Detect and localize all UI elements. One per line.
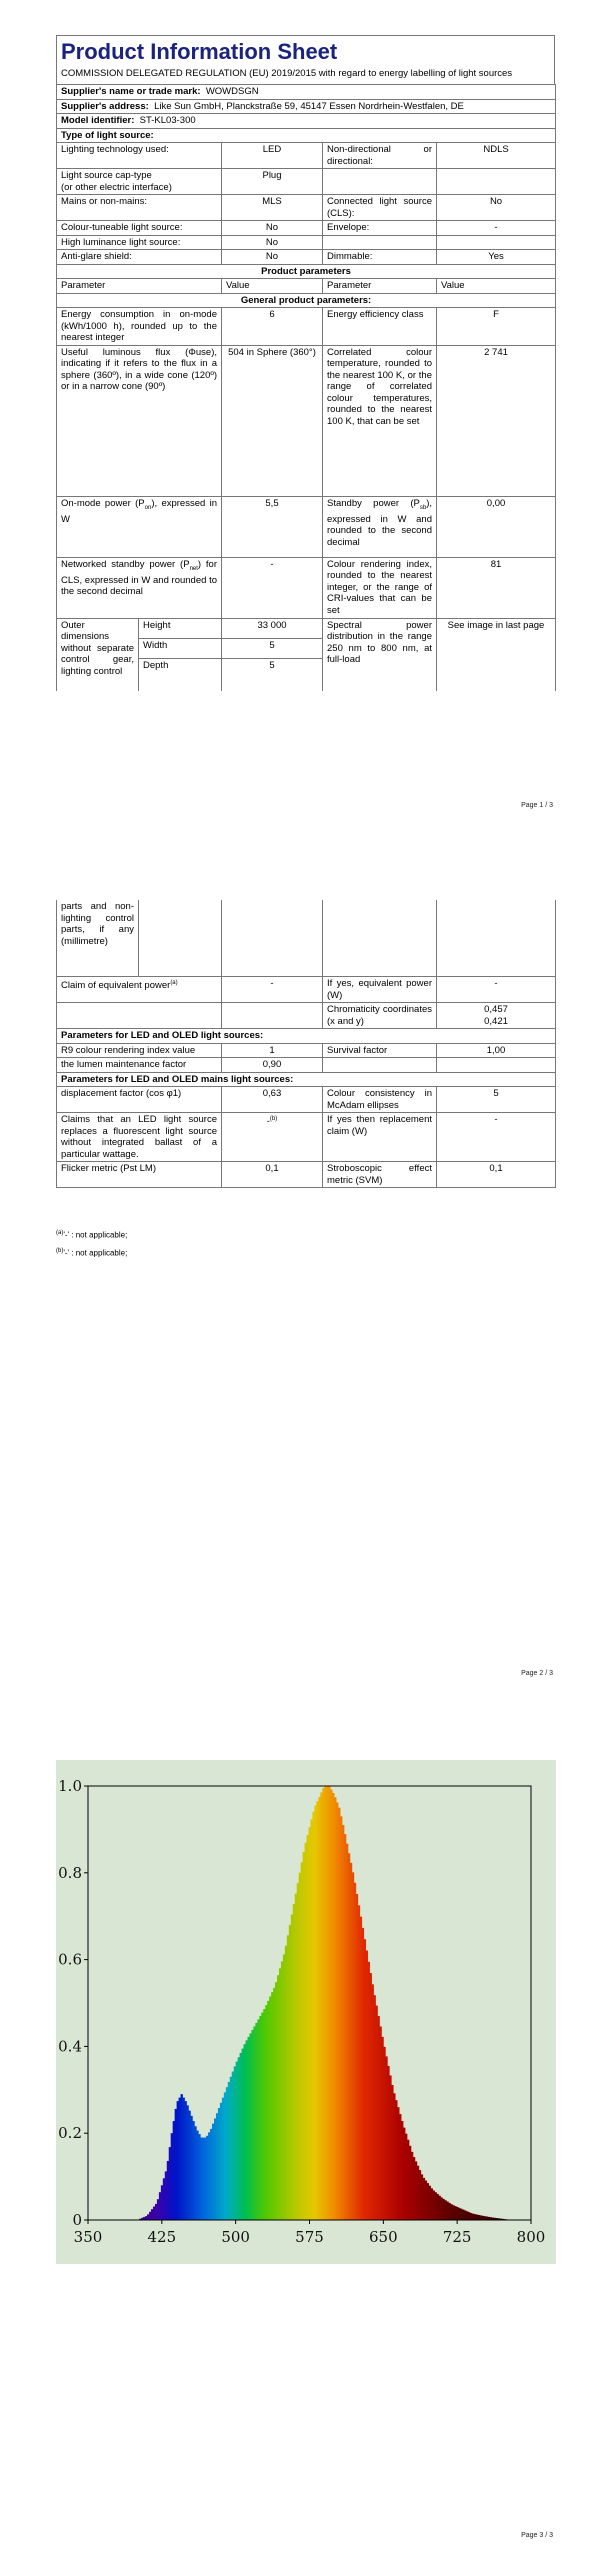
mains-label: Mains or non-mains: bbox=[57, 195, 222, 221]
model-label: Model identifier: bbox=[61, 115, 135, 126]
x-tick-label: 575 bbox=[295, 2228, 324, 2246]
cct-label: Correlated colour temperature, rounded to the nearest 100 K, or the range of correlated colour temperatures, rounded to the nearest 100 K, that can be set bbox=[323, 345, 437, 496]
outer-dim-continued: parts and non-lighting control parts, if any (millimetre) bbox=[57, 900, 139, 977]
spectral-value: See image in last page bbox=[437, 618, 556, 691]
flux-label: Useful luminous flux (Φuse), indicating if it refers to the flux in a sphere (360º), in a wide cone (120º) or in a narrow cone (90º) bbox=[57, 345, 222, 496]
onmode-row bbox=[57, 496, 556, 557]
fluorescent-claim-sup: (b) bbox=[269, 1116, 278, 1122]
page-1 bbox=[0, 0, 603, 830]
height-row bbox=[57, 618, 556, 638]
survival-value: 1,00 bbox=[437, 1043, 556, 1058]
onmode-label-b: ), expressed in W bbox=[61, 497, 217, 525]
footnote-a bbox=[56, 1228, 127, 1241]
displacement-value: 0,63 bbox=[222, 1087, 323, 1113]
supplier-address-label: Supplier's address: bbox=[61, 100, 149, 112]
replacement-label: If yes then replacement claim (W) bbox=[323, 1113, 437, 1162]
footnote-b bbox=[56, 1246, 127, 1259]
footnote-a-text: '-' : not applicable; bbox=[63, 1230, 128, 1240]
survival-label: Survival factor bbox=[323, 1043, 437, 1058]
equiv-power-row bbox=[57, 977, 556, 1003]
y-tick-label: 0.2 bbox=[58, 2124, 82, 2143]
cct-value: 2 741 bbox=[437, 345, 556, 496]
footnote-b-text: '-' : not applicable; bbox=[63, 1248, 128, 1258]
strobo-value: 0,1 bbox=[437, 1162, 556, 1188]
info-sheet-page-2 bbox=[56, 900, 555, 1188]
product-parameters-row bbox=[57, 264, 556, 279]
depth-label: Depth bbox=[139, 658, 222, 691]
chroma-label: Chromaticity coordinates (x and y) bbox=[323, 1003, 437, 1029]
high-luminance-row bbox=[57, 235, 556, 250]
strobo-label: Stroboscopic effect metric (SVM) bbox=[323, 1162, 437, 1188]
anti-glare-row bbox=[57, 250, 556, 265]
product-parameters-heading: Product parameters bbox=[57, 264, 556, 279]
outer-dim-label: Outer dimensions without separate control gear, lighting control bbox=[57, 618, 139, 691]
flicker-row bbox=[57, 1162, 556, 1188]
consistency-value: 5 bbox=[437, 1087, 556, 1113]
dimensions-continued-table bbox=[56, 900, 556, 977]
displacement-label: displacement factor (cos φ1) bbox=[57, 1087, 222, 1113]
x-tick-label: 800 bbox=[516, 2228, 546, 2246]
onmode-sub: on bbox=[144, 504, 152, 511]
lumen-maint-label: the lumen maintenance factor bbox=[57, 1058, 222, 1073]
model-value: ST-KL03-300 bbox=[139, 115, 196, 126]
cap-type-label-2: (or other electric interface) bbox=[61, 181, 172, 193]
replacement-value: - bbox=[437, 1113, 556, 1162]
technology-row bbox=[57, 143, 556, 169]
colour-tuneable-label: Colour-tuneable light source: bbox=[57, 221, 222, 236]
colour-tuneable-row bbox=[57, 221, 556, 236]
sheet-header bbox=[56, 35, 555, 84]
efficiency-label: Energy efficiency class bbox=[323, 308, 437, 346]
standby-value: 0,00 bbox=[437, 496, 556, 557]
dimmable-value: Yes bbox=[437, 250, 556, 265]
colour-tuneable-value: No bbox=[222, 221, 323, 236]
page-title: Product Information Sheet bbox=[61, 39, 338, 64]
equiv-yes-label: If yes, equivalent power (W) bbox=[323, 977, 437, 1003]
x-tick-label: 500 bbox=[221, 2228, 250, 2246]
cri-label: Colour rendering index, rounded to the nearest integer, or the range of CRI-values that can be set bbox=[323, 557, 437, 618]
led-mains-params-row bbox=[57, 1072, 556, 1087]
connected-value: No bbox=[437, 195, 556, 221]
r9-row bbox=[57, 1043, 556, 1058]
supplier-name-row bbox=[57, 85, 556, 100]
type-of-light-source-heading: Type of light source: bbox=[57, 128, 556, 143]
led-params-row bbox=[57, 1029, 556, 1044]
x-tick-label: 725 bbox=[442, 2228, 472, 2246]
flicker-value: 0,1 bbox=[222, 1162, 323, 1188]
envelope-value: - bbox=[437, 221, 556, 236]
y-tick-label: 0.8 bbox=[58, 1863, 82, 1882]
column-header-row bbox=[57, 279, 556, 294]
page-number: Page 2 / 3 bbox=[521, 1670, 553, 1677]
y-tick-label: 0.4 bbox=[58, 2037, 82, 2056]
mains-row bbox=[57, 195, 556, 221]
standby-label-b: ), expressed in W and rounded to the second decimal bbox=[327, 497, 432, 548]
type-row bbox=[57, 128, 556, 143]
supplier-name-label: Supplier's name or trade mark: bbox=[61, 86, 201, 97]
col-value-2: Value bbox=[437, 279, 556, 294]
flux-row bbox=[57, 345, 556, 496]
width-label: Width bbox=[139, 638, 222, 658]
led-params-heading: Parameters for LED and OLED light sources: bbox=[57, 1029, 556, 1044]
mains-value: MLS bbox=[222, 195, 323, 221]
col-parameter-1: Parameter bbox=[57, 279, 222, 294]
r9-value: 1 bbox=[222, 1043, 323, 1058]
directional-label: Non-directional or directional: bbox=[323, 143, 437, 169]
dimmable-label: Dimmable: bbox=[323, 250, 437, 265]
anti-glare-label: Anti-glare shield: bbox=[57, 250, 222, 265]
info-table-2 bbox=[56, 976, 556, 1188]
x-tick-label: 350 bbox=[73, 2228, 103, 2246]
net-standby-label-b: ) for CLS, expressed in W and rounded to the second decimal bbox=[61, 558, 217, 598]
onmode-value: 5,5 bbox=[222, 496, 323, 557]
r9-label: R9 colour rendering index value bbox=[57, 1043, 222, 1058]
y-tick-label: 0 bbox=[72, 2211, 82, 2229]
equiv-power-label: Claim of equivalent power bbox=[61, 980, 171, 992]
equiv-yes-value: - bbox=[437, 977, 556, 1003]
outer-dim-cont-row bbox=[57, 900, 556, 977]
standby-sub: sb bbox=[419, 504, 427, 511]
lumen-maint-value: 0,90 bbox=[222, 1058, 323, 1073]
page-number: Page 1 / 3 bbox=[521, 802, 553, 809]
supplier-address-value: Like Sun GmbH, Planckstraße 59, 45147 Essen Nordrhein-Westfalen, DE bbox=[154, 100, 464, 112]
supplier-address-row bbox=[57, 99, 556, 114]
dimensions-table bbox=[56, 618, 556, 691]
onmode-label: On-mode power (P bbox=[61, 497, 145, 509]
equiv-power-value: - bbox=[222, 977, 323, 1003]
chroma-x: 0,457 bbox=[484, 1004, 508, 1015]
displacement-row bbox=[57, 1087, 556, 1113]
footnote-b-mark: (b) bbox=[56, 1248, 64, 1254]
depth-value: 5 bbox=[222, 658, 323, 691]
col-value-1: Value bbox=[222, 279, 323, 294]
model-row bbox=[57, 114, 556, 129]
connected-label: Connected light source (CLS): bbox=[323, 195, 437, 221]
net-standby-sub: net bbox=[189, 565, 198, 572]
flicker-label: Flicker metric (Pst LM) bbox=[57, 1162, 222, 1188]
net-standby-row bbox=[57, 557, 556, 618]
standby-label: Standby power (P bbox=[327, 497, 420, 509]
spectral-chart bbox=[56, 1760, 556, 2264]
cri-value: 81 bbox=[437, 557, 556, 618]
directional-value: NDLS bbox=[437, 143, 556, 169]
efficiency-value: F bbox=[437, 308, 556, 346]
supplier-name-value: WOWDSGN bbox=[205, 86, 259, 97]
page-3 bbox=[0, 1730, 603, 2560]
height-value: 33 000 bbox=[222, 618, 323, 638]
energy-label: Energy consumption in on-mode (kWh/1000 h), rounded up to the nearest integer bbox=[57, 308, 222, 346]
info-table bbox=[56, 84, 556, 619]
lumen-maint-row bbox=[57, 1058, 556, 1073]
anti-glare-value: No bbox=[222, 250, 323, 265]
y-tick-label: 0.6 bbox=[58, 1950, 82, 1969]
page-number: Page 3 / 3 bbox=[521, 2532, 553, 2539]
chroma-row bbox=[57, 1003, 556, 1029]
general-parameters-row bbox=[57, 293, 556, 308]
y-tick-label: 1.0 bbox=[58, 1777, 82, 1795]
consistency-label: Colour consistency in McAdam ellipses bbox=[323, 1087, 437, 1113]
chroma-y: 0,421 bbox=[484, 1015, 508, 1027]
regulation-subtitle: COMMISSION DELEGATED REGULATION (EU) 2019/2015 with regard to energy labelling of light sources bbox=[61, 68, 513, 79]
cap-type-label: Light source cap-type bbox=[61, 170, 152, 181]
net-standby-value: - bbox=[222, 557, 323, 618]
net-standby-label: Networked standby power (P bbox=[61, 558, 190, 570]
fluorescent-claim-label: Claims that an LED light source replaces a fluorescent light source without integrated ballast of a particular wattage. bbox=[57, 1113, 222, 1162]
energy-value: 6 bbox=[222, 308, 323, 346]
fluorescent-claim-value: - bbox=[266, 1116, 270, 1128]
led-mains-params-heading: Parameters for LED and OLED mains light sources: bbox=[57, 1072, 556, 1087]
lighting-technology-value: LED bbox=[222, 143, 323, 169]
spectral-chart-svg bbox=[56, 1760, 556, 2264]
spectral-label: Spectral power distribution in the range 250 nm to 800 nm, at full-load bbox=[323, 618, 437, 691]
page-2 bbox=[0, 870, 603, 1690]
equiv-power-sup: (a) bbox=[170, 980, 178, 986]
lighting-technology-label: Lighting technology used: bbox=[57, 143, 222, 169]
info-sheet-page-1 bbox=[56, 35, 555, 691]
cap-type-value: Plug bbox=[222, 169, 323, 195]
high-luminance-value: No bbox=[222, 235, 323, 250]
col-parameter-2: Parameter bbox=[323, 279, 437, 294]
x-tick-label: 650 bbox=[369, 2228, 398, 2246]
width-value: 5 bbox=[222, 638, 323, 658]
flux-value: 504 in Sphere (360°) bbox=[222, 345, 323, 496]
energy-row bbox=[57, 308, 556, 346]
footnote-a-mark: (a) bbox=[56, 1230, 64, 1236]
spectrum-bars bbox=[139, 1786, 508, 2220]
high-luminance-label: High luminance light source: bbox=[57, 235, 222, 250]
height-label: Height bbox=[139, 618, 222, 638]
x-tick-label: 425 bbox=[147, 2228, 177, 2246]
general-parameters-heading: General product parameters: bbox=[57, 293, 556, 308]
fluorescent-claim-row bbox=[57, 1113, 556, 1162]
cap-type-row bbox=[57, 169, 556, 195]
envelope-label: Envelope: bbox=[323, 221, 437, 236]
